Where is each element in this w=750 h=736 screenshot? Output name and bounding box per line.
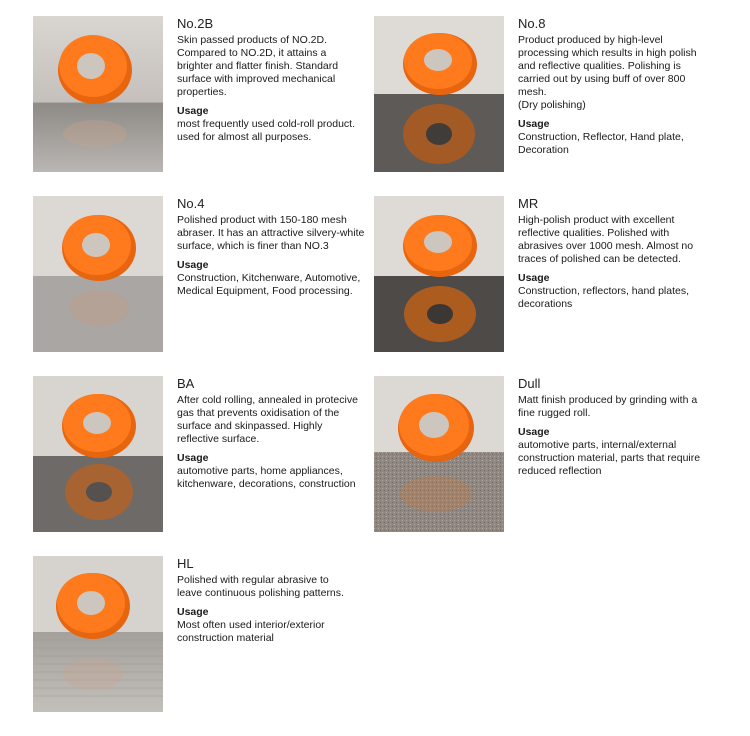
finish-description: Polished with regular abrasive to leave continuous polishing patterns. xyxy=(177,574,344,599)
finish-description: Skin passed products of NO.2D. Compared to NO.2D, it attains a brighter and flatter finish. Standard surface with improved mechanical properties. xyxy=(177,34,339,98)
finish-usage: automotive parts, home appliances, kitchenware, decorations, construction xyxy=(177,465,356,490)
usage-label: Usage xyxy=(518,118,550,130)
finish-usage: Construction, reflectors, hand plates, decorations xyxy=(518,285,690,310)
finish-description: Polished product with 150-180 mesh abraser. It has an attractive silvery-white surface, which is finer than NO.3 xyxy=(177,214,365,252)
finish-description: Product produced by high-level processing which results in high polish and reflective qualities. Polishing is carried out by using buff of over 800 mesh. (Dry polishing) xyxy=(518,34,697,111)
finish-photo-no4 xyxy=(33,196,163,352)
finish-description: Matt finish produced by grinding with a fine rugged roll. xyxy=(518,394,698,419)
finish-card-ba xyxy=(33,376,373,536)
finish-title: No.4 xyxy=(177,196,205,211)
finish-photo-hl xyxy=(33,556,163,712)
finish-usage: most frequently used cold-roll product. used for almost all purposes. xyxy=(177,118,356,143)
usage-label: Usage xyxy=(518,426,550,438)
finish-usage: Most often used interior/exterior construction material xyxy=(177,619,325,644)
finish-photo-no8 xyxy=(374,16,504,172)
usage-label: Usage xyxy=(177,606,209,618)
finish-title: No.8 xyxy=(518,16,546,31)
finish-card-hl xyxy=(33,556,373,716)
finish-photo-dull xyxy=(374,376,504,532)
finish-card-dull xyxy=(374,376,714,536)
usage-label: Usage xyxy=(177,259,209,271)
usage-label: Usage xyxy=(177,452,209,464)
usage-label: Usage xyxy=(518,272,550,284)
finish-title: No.2B xyxy=(177,16,214,31)
usage-label: Usage xyxy=(177,105,209,117)
finish-title: MR xyxy=(518,196,539,211)
finish-title: Dull xyxy=(518,376,541,391)
finish-usage: automotive parts, internal/external construction material, parts that require reduced reflection xyxy=(518,439,701,477)
finish-photo-mr xyxy=(374,196,504,352)
finish-card-mr xyxy=(374,196,714,356)
finish-usage: Construction, Kitchenware, Automotive, Medical Equipment, Food processing. xyxy=(177,272,361,297)
finish-title: HL xyxy=(177,556,194,571)
finish-photo-ba xyxy=(33,376,163,532)
finish-description: High-polish product with excellent reflective qualities. Polished with abrasives over 1000 mesh. Almost no traces of polished can be detected. xyxy=(518,214,694,265)
finish-card-no2b xyxy=(33,16,373,176)
finish-card-no8 xyxy=(374,16,714,176)
finish-usage: Construction, Reflector, Hand plate, Decoration xyxy=(518,131,684,156)
finish-photo-no2b xyxy=(33,16,163,172)
finish-card-no4 xyxy=(33,196,373,356)
finish-title: BA xyxy=(177,376,195,391)
finish-description: After cold rolling, annealed in protecive gas that prevents oxidisation of the surface and skinpassed. Highly reflective surface. xyxy=(177,394,358,445)
